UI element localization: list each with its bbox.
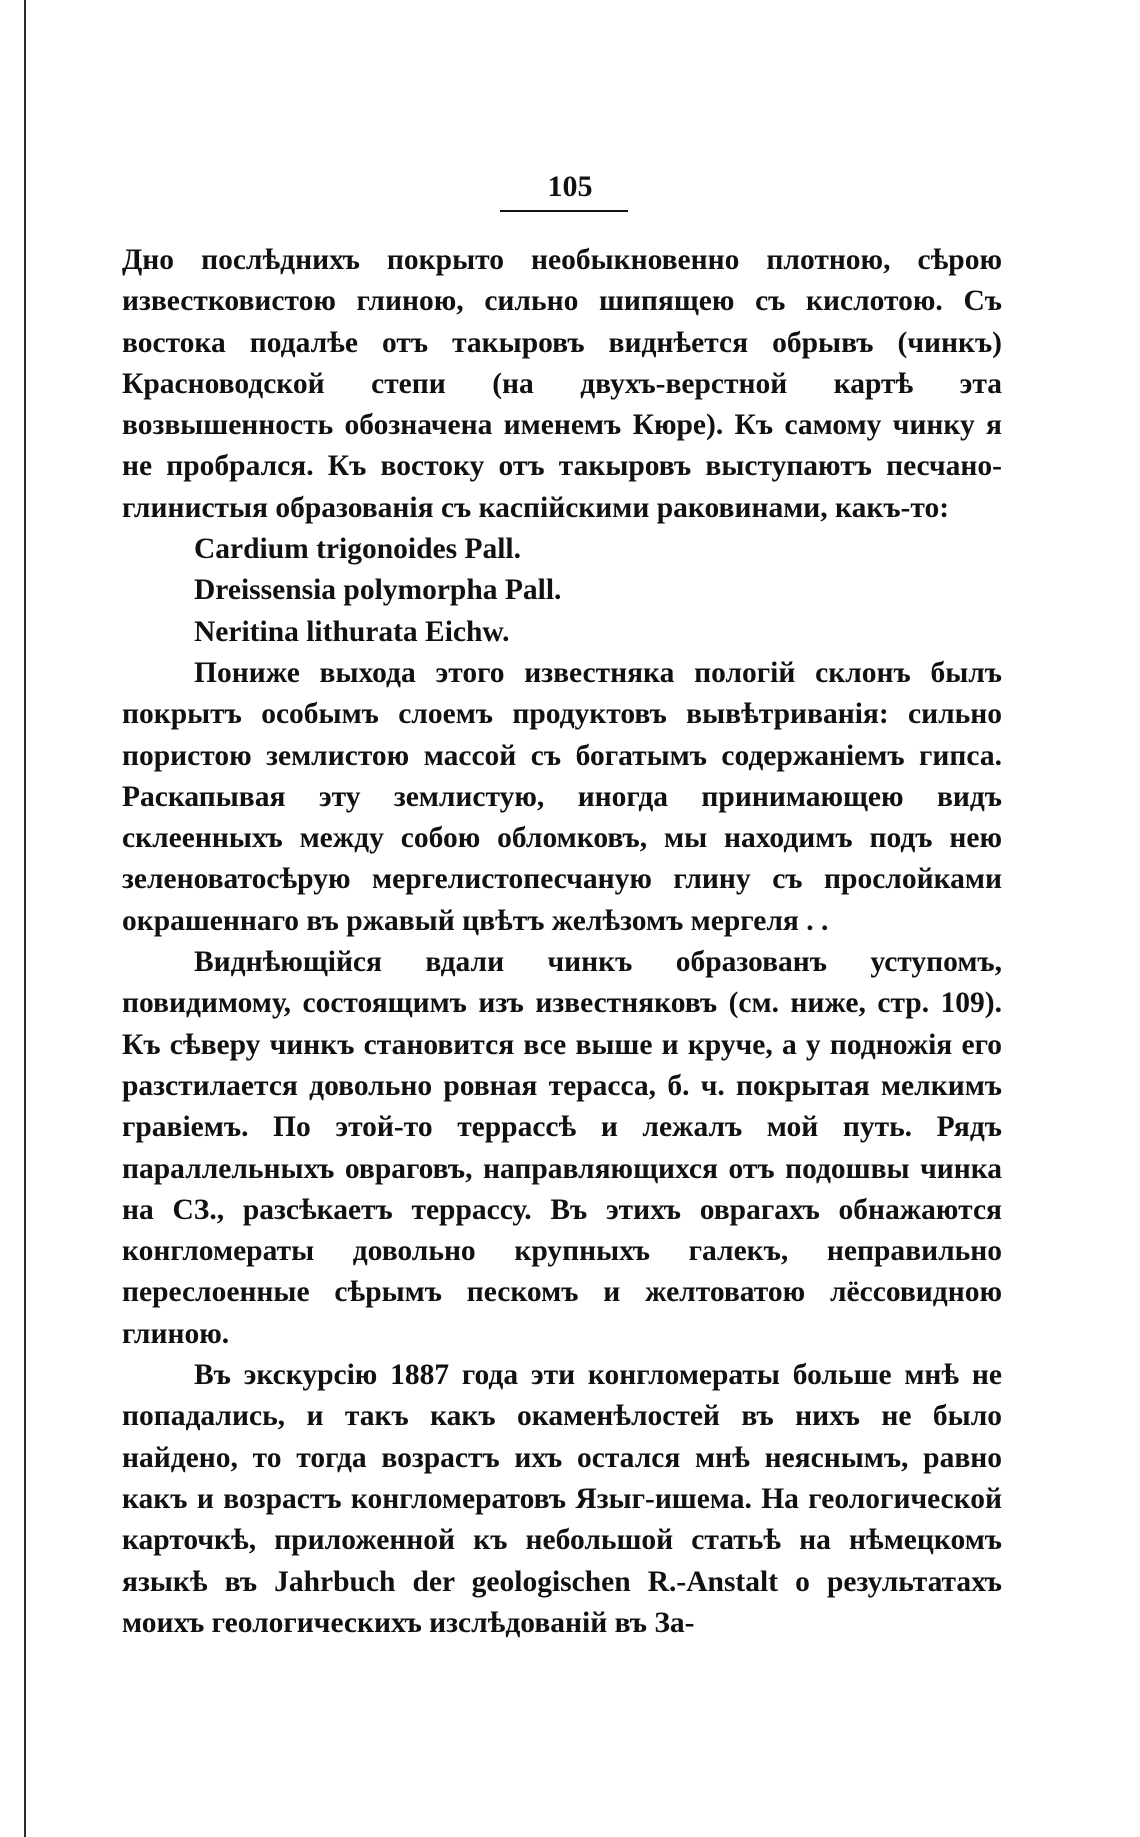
body-text xyxy=(122,240,1002,1644)
species-line-1: Cardium trigonoides Pall. xyxy=(194,533,521,566)
species-line-3: Neritina lithurata Eichw. xyxy=(194,615,510,648)
paragraph-3: Виднѣющійся вдали чинкъ образованъ уступомъ, повидимому, состоящимъ изъ известняковъ (см. ниже, стр. 109). Къ сѣверу чинкъ становится все выше и круче, а у подножія его разстилается довольно ровная терасса, б. ч. покрытая мелкимъ гравіемъ. По этой-то террассѣ и лежалъ мой путь. Рядъ параллельныхъ овраговъ, направляющихся отъ подошвы чинка на СЗ., разсѣкаетъ террассу. Въ этихъ оврагахъ обнажаются конгломераты довольно крупныхъ галекъ, неправильно переслоенные сѣрымъ пескомъ и желтоватою лёссовидною глиною. xyxy=(122,946,1002,1350)
page-number: 105 xyxy=(547,170,593,203)
page-edge-line xyxy=(24,0,26,1837)
species-line-2: Dreissensia polymorpha Pall. xyxy=(194,574,562,607)
paragraph-4: Въ экскурсію 1887 года эти конгломераты больше мнѣ не попадались, и такъ какъ окаменѣлостей въ нихъ не было найдено, то тогда возрастъ ихъ остался мнѣ неяснымъ, равно какъ и возрастъ конгломератовъ Языг-ишема. На геологической карточкѣ, приложенной къ небольшой статьѣ на нѣмецкомъ языкѣ въ Jahrbuch der geologischen R.-Anstalt о результатахъ моихъ геологическихъ изслѣдованій въ За- xyxy=(122,1359,1002,1639)
paragraph-1: Дно послѣднихъ покрыто необыкновенно плотною, сѣрою известковистою глиною, сильно шипящею съ кислотою. Съ востока подалѣе отъ такыровъ виднѣется обрывъ (чинкъ) Красноводской степи (на двухъ-верстной картѣ эта возвышенность обозначена именемъ Кюре). Къ самому чинку я не пробрался. Къ востоку отъ такыровъ выступаютъ песчано-глинистыя образованія съ каспійскими раковинами, какъ-то: xyxy=(122,244,1002,524)
page-number-rule xyxy=(500,210,628,212)
paragraph-2: Пониже выхода этого известняка пологій склонъ былъ покрытъ особымъ слоемъ продуктовъ вывѣтриванія: сильно пористою землистою массой съ богатымъ содержаніемъ гипса. Раскапывая эту землистую, иногда принимающею видъ склеенныхъ между собою обломковъ, мы находимъ подъ нею зеленоватосѣрую мергелистопесчаную глину съ прослойками окрашеннаго въ ржавый цвѣтъ желѣзомъ мергеля . . xyxy=(122,656,1002,937)
